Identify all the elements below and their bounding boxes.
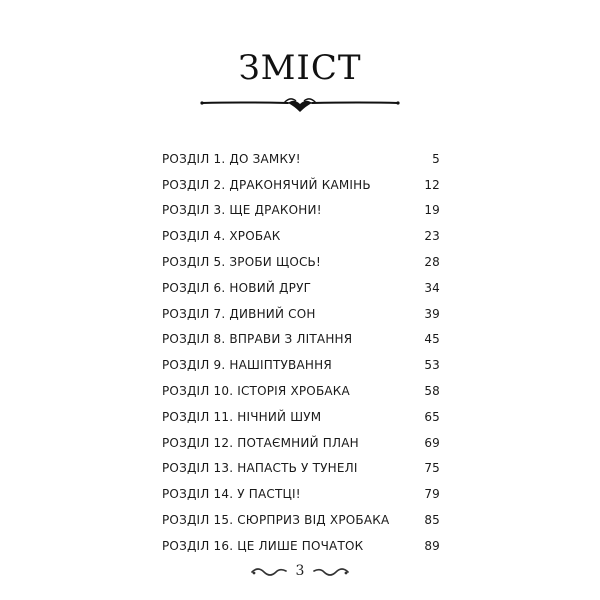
toc-entry-label: РОЗДІЛ 5. ЗРОБИ ЩОСЬ!	[162, 255, 321, 270]
toc-entry-page: 58	[424, 384, 440, 399]
flourish-divider-icon	[200, 92, 400, 116]
toc-entry-label: РОЗДІЛ 8. ВПРАВИ З ЛІТАННЯ	[162, 332, 353, 347]
toc-entry-page: 39	[424, 306, 440, 321]
table-of-contents	[162, 146, 440, 559]
toc-entry[interactable]	[162, 378, 440, 404]
toc-entry-page: 34	[424, 280, 440, 295]
toc-entry-page: 75	[424, 461, 440, 476]
toc-entry-label: РОЗДІЛ 11. НІЧНИЙ ШУМ	[162, 409, 322, 424]
toc-entry-label: РОЗДІЛ 4. ХРОБАК	[162, 229, 281, 244]
toc-entry-label: РОЗДІЛ 1. ДО ЗАМКУ!	[162, 151, 301, 166]
toc-entry-page: 19	[424, 203, 440, 218]
toc-entry[interactable]	[162, 430, 440, 456]
toc-entry-label: РОЗДІЛ 12. ПОТАЄМНИЙ ПЛАН	[162, 435, 359, 450]
page-number: 3	[295, 563, 305, 579]
toc-entry-label: РОЗДІЛ 2. ДРАКОНЯЧИЙ КАМІНЬ	[162, 177, 371, 192]
toc-entry-label: РОЗДІЛ 6. НОВИЙ ДРУГ	[162, 280, 312, 295]
page-title: ЗМІСТ	[238, 48, 362, 88]
toc-entry-label: РОЗДІЛ 16. ЦЕ ЛИШЕ ПОЧАТОК	[162, 538, 364, 553]
toc-entry[interactable]	[162, 172, 440, 198]
toc-entry-label: РОЗДІЛ 7. ДИВНИЙ СОН	[162, 306, 316, 321]
swirl-right-icon	[312, 566, 350, 578]
toc-entry-label: РОЗДІЛ 10. ІСТОРІЯ ХРОБАКА	[162, 384, 350, 399]
toc-entry-page: 89	[424, 538, 440, 553]
toc-entry-page: 65	[424, 409, 440, 424]
toc-entry-page: 28	[424, 255, 440, 270]
page-footer	[250, 560, 350, 584]
toc-entry[interactable]	[162, 404, 440, 430]
toc-entry-page: 5	[432, 151, 440, 166]
toc-entry-page: 85	[424, 513, 440, 528]
toc-entry[interactable]	[162, 249, 440, 275]
toc-entry-label: РОЗДІЛ 13. НАПАСТЬ У ТУНЕЛІ	[162, 461, 358, 476]
toc-entry[interactable]	[162, 507, 440, 533]
toc-entry-page: 23	[424, 229, 440, 244]
toc-entry-page: 79	[424, 487, 440, 502]
toc-entry[interactable]	[162, 481, 440, 507]
toc-entry-label: РОЗДІЛ 15. СЮРПРИЗ ВІД ХРОБАКА	[162, 513, 390, 528]
toc-entry-label: РОЗДІЛ 3. ЩЕ ДРАКОНИ!	[162, 203, 322, 218]
toc-entry[interactable]	[162, 223, 440, 249]
toc-entry[interactable]	[162, 456, 440, 482]
toc-entry[interactable]	[162, 275, 440, 301]
toc-entry-label: РОЗДІЛ 9. НАШІПТУВАННЯ	[162, 358, 332, 373]
toc-entry-label: РОЗДІЛ 14. У ПАСТЦІ!	[162, 487, 301, 502]
toc-entry-page: 45	[424, 332, 440, 347]
toc-entry-page: 12	[424, 177, 440, 192]
toc-entry[interactable]	[162, 146, 440, 172]
toc-entry[interactable]	[162, 198, 440, 224]
toc-entry[interactable]	[162, 533, 440, 559]
toc-entry-page: 69	[424, 435, 440, 450]
toc-entry[interactable]	[162, 301, 440, 327]
toc-entry[interactable]	[162, 352, 440, 378]
toc-entry-page: 53	[424, 358, 440, 373]
toc-entry[interactable]	[162, 327, 440, 353]
